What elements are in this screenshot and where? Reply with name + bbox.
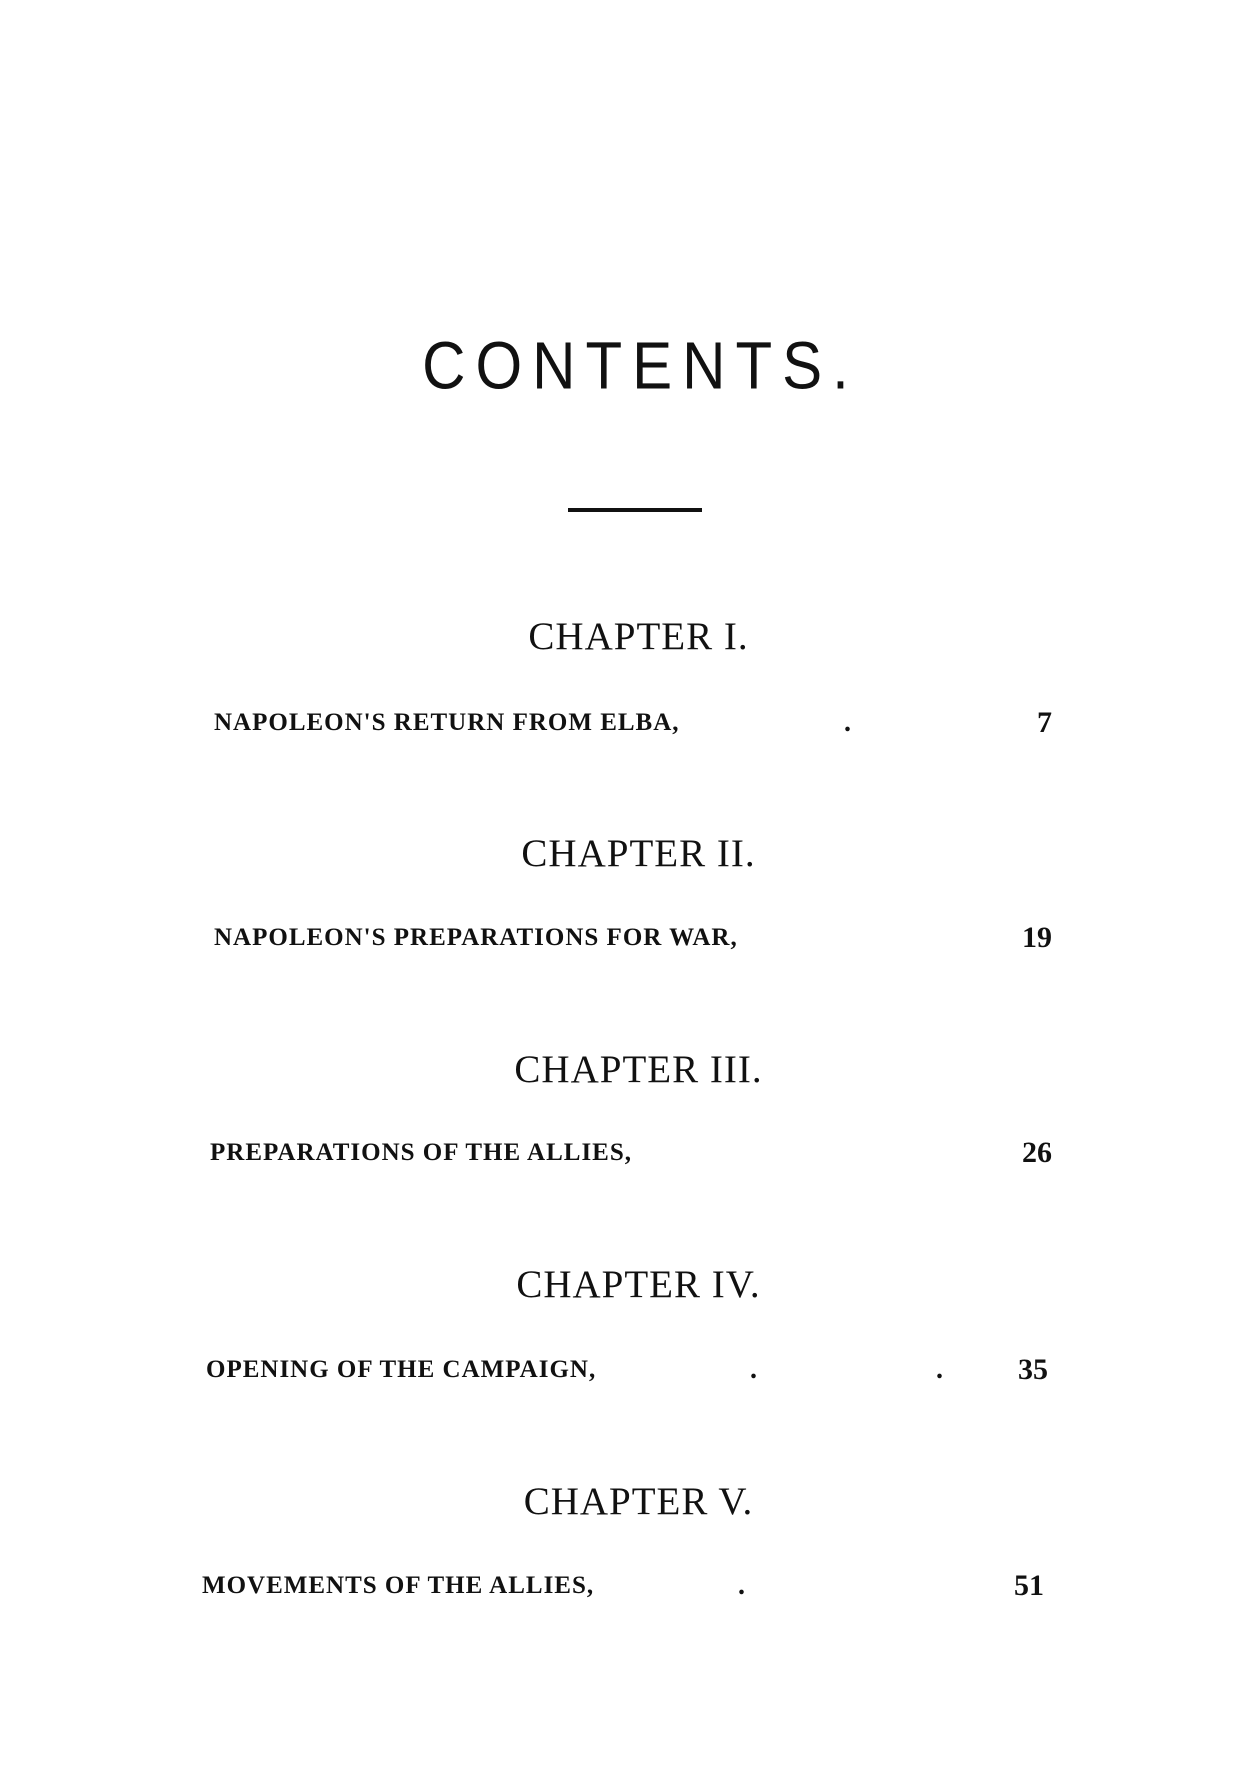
toc-entry bbox=[206, 1133, 1056, 1173]
toc-page-number: 26 bbox=[1022, 1136, 1052, 1169]
toc-page-number: 35 bbox=[1018, 1353, 1048, 1386]
toc-entry bbox=[206, 703, 1056, 743]
toc-page-number: 19 bbox=[1022, 921, 1052, 954]
toc-leader-dot: . bbox=[738, 1570, 745, 1601]
toc-entry bbox=[202, 1566, 1056, 1606]
chapter-heading: CHAPTER V. bbox=[523, 1480, 754, 1523]
page-title: CONTENTS. bbox=[422, 327, 859, 403]
toc-entry bbox=[206, 918, 1056, 958]
chapter-heading: CHAPTER IV. bbox=[516, 1263, 761, 1306]
title-rule bbox=[568, 508, 702, 512]
chapter-heading: CHAPTER III. bbox=[514, 1048, 763, 1091]
toc-entry-title: OPENING OF THE CAMPAIGN, bbox=[206, 1356, 597, 1383]
toc-entry bbox=[206, 1350, 1056, 1390]
toc-entry-title: NAPOLEON'S PREPARATIONS FOR WAR, bbox=[214, 924, 738, 951]
toc-leader-dot: . bbox=[936, 1354, 943, 1385]
toc-page-number: 7 bbox=[1037, 706, 1052, 739]
toc-leader-dot: . bbox=[750, 1354, 757, 1385]
toc-entry-title: MOVEMENTS OF THE ALLIES, bbox=[202, 1572, 595, 1599]
toc-page-number: 51 bbox=[1014, 1569, 1044, 1602]
toc-leader-dot: . bbox=[844, 707, 851, 738]
chapter-heading: CHAPTER II. bbox=[521, 832, 756, 875]
toc-entry-title: NAPOLEON'S RETURN FROM ELBA, bbox=[214, 709, 680, 736]
chapter-heading: CHAPTER I. bbox=[528, 615, 749, 658]
toc-entry-title: PREPARATIONS OF THE ALLIES, bbox=[210, 1139, 632, 1166]
